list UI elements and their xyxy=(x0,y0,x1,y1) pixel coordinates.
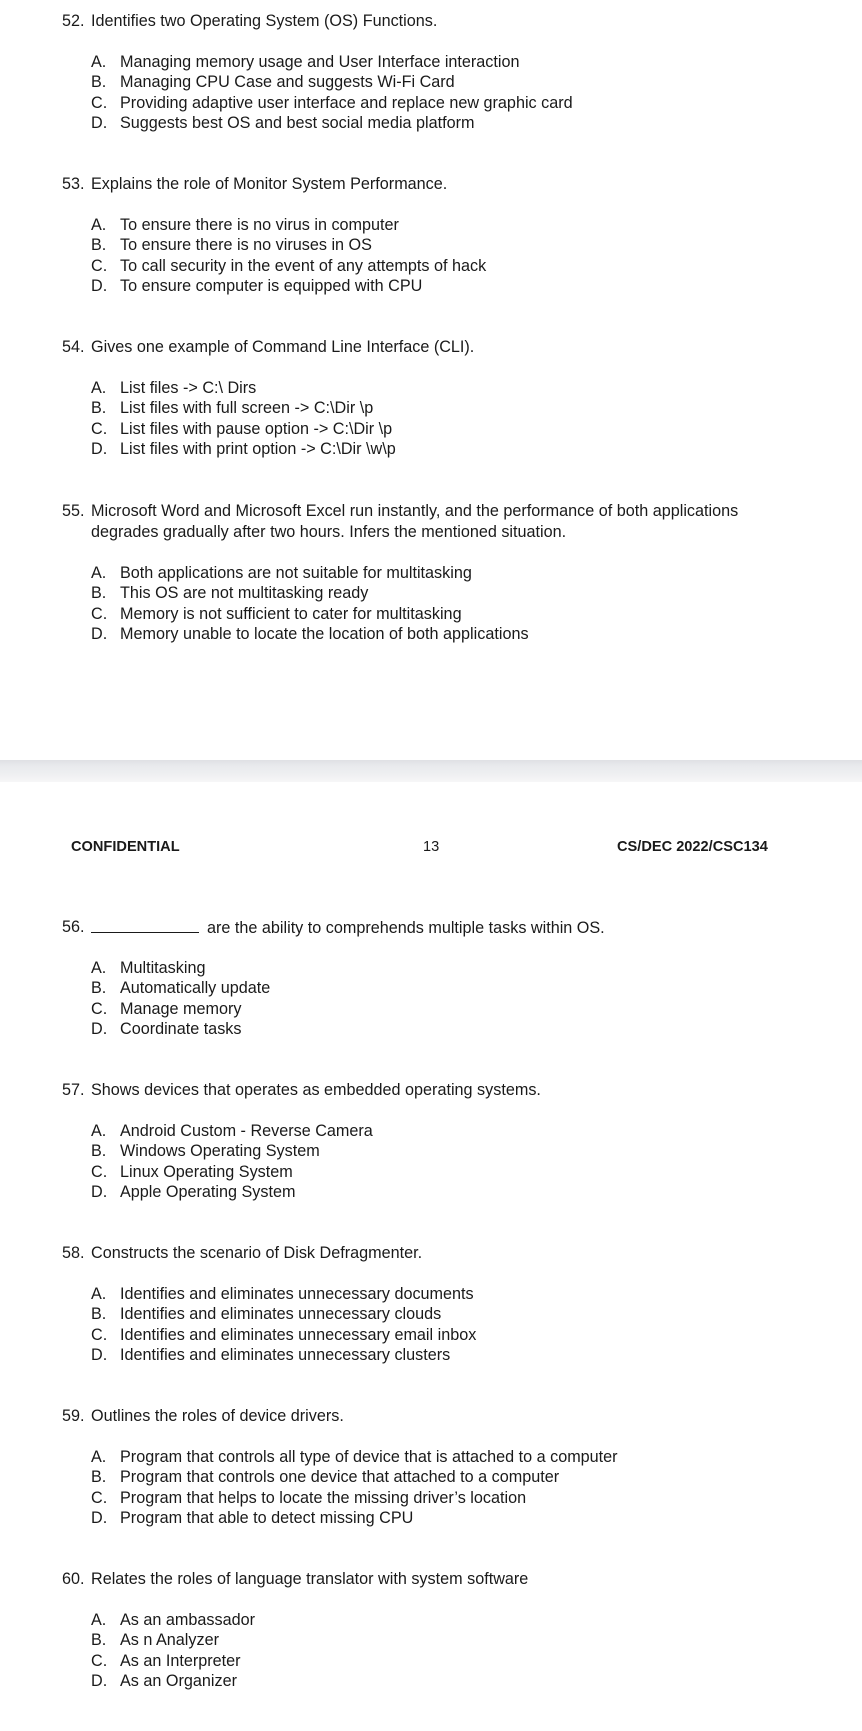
question-text: Shows devices that operates as embedded operating systems. xyxy=(91,1081,541,1099)
option-a: A. Multitasking xyxy=(91,959,206,977)
option-c: C. Providing adaptive user interface and replace new graphic card xyxy=(91,93,573,112)
option-list xyxy=(91,563,529,645)
option-a: A. As an ambassador xyxy=(91,1611,255,1629)
question-number: 59. xyxy=(62,1407,85,1425)
option-b: B. This OS are not multitasking ready xyxy=(91,584,369,603)
option-d: D. Identifies and eliminates unnecessary clusters xyxy=(91,1346,451,1365)
question-text: Relates the roles of language translator with system software xyxy=(91,1570,529,1588)
option-d: D. List files with print option -> C:\Dir \w\p xyxy=(91,440,396,459)
option-c: C. As an Interpreter xyxy=(91,1651,241,1670)
option-c: C. List files with pause option -> C:\Dir \p xyxy=(91,419,393,438)
question-number: 60. xyxy=(62,1570,85,1588)
question-text: Outlines the roles of device drivers. xyxy=(91,1407,344,1425)
option-list xyxy=(91,1121,373,1203)
question-text: Constructs the scenario of Disk Defragmenter. xyxy=(91,1244,423,1262)
option-list xyxy=(91,958,270,1040)
question-number: 53. xyxy=(62,175,85,193)
question-52 xyxy=(62,11,842,133)
option-d: D. Suggests best OS and best social media platform xyxy=(91,114,475,133)
question-59 xyxy=(62,1406,842,1528)
question-58 xyxy=(62,1243,842,1365)
option-a: A. List files -> C:\ Dirs xyxy=(91,379,257,397)
page-divider xyxy=(0,760,862,782)
option-b: B. Automatically update xyxy=(91,979,271,998)
option-b: B. Identifies and eliminates unnecessary clouds xyxy=(91,1305,442,1324)
option-a: A. Android Custom - Reverse Camera xyxy=(91,1122,373,1140)
answer-blank xyxy=(91,917,199,933)
question-number: 56. xyxy=(62,918,85,936)
option-c: C. Program that helps to locate the missing driver’s location xyxy=(91,1488,527,1507)
exam-code: CS/DEC 2022/CSC134 xyxy=(617,839,768,855)
confidential-label: CONFIDENTIAL xyxy=(71,839,180,855)
question-text: Identifies two Operating System (OS) Functions. xyxy=(91,12,438,30)
option-b: B. Managing CPU Case and suggests Wi-Fi Card xyxy=(91,73,455,92)
question-53 xyxy=(62,174,842,296)
question-56 xyxy=(62,917,842,1039)
question-text: are the ability to comprehends multiple tasks within OS. xyxy=(207,919,605,937)
option-a: A. Identifies and eliminates unnecessary documents xyxy=(91,1285,474,1303)
option-list xyxy=(91,1447,618,1529)
option-list xyxy=(91,1610,255,1692)
question-text-line-2: degrades gradually after two hours. Infers the mentioned situation. xyxy=(91,522,567,541)
option-b: B. Program that controls one device that attached to a computer xyxy=(91,1468,560,1487)
option-list xyxy=(91,1284,476,1366)
option-c: C. Memory is not sufficient to cater for multitasking xyxy=(91,604,462,623)
option-a: A. Managing memory usage and User Interface interaction xyxy=(91,53,520,71)
option-c: C. Identifies and eliminates unnecessary email inbox xyxy=(91,1325,477,1344)
question-57 xyxy=(62,1080,842,1202)
question-text: Explains the role of Monitor System Performance. xyxy=(91,175,448,193)
option-list xyxy=(91,52,573,134)
question-number: 55. xyxy=(62,502,85,520)
question-number: 54. xyxy=(62,338,85,356)
question-text: Microsoft Word and Microsoft Excel run instantly, and the performance of both applications xyxy=(91,502,739,520)
option-c: C. Linux Operating System xyxy=(91,1162,293,1181)
option-b: B. To ensure there is no viruses in OS xyxy=(91,236,372,255)
option-c: C. To call security in the event of any attempts of hack xyxy=(91,256,487,275)
option-b: B. Windows Operating System xyxy=(91,1142,320,1161)
option-c: C. Manage memory xyxy=(91,999,242,1018)
option-d: D. Program that able to detect missing CPU xyxy=(91,1509,414,1528)
option-list xyxy=(91,378,396,460)
option-a: A. To ensure there is no virus in computer xyxy=(91,216,399,234)
question-number: 52. xyxy=(62,12,85,30)
option-d: D. Apple Operating System xyxy=(91,1183,296,1202)
question-number: 58. xyxy=(62,1244,85,1262)
option-b: B. List files with full screen -> C:\Dir \p xyxy=(91,399,374,418)
question-54 xyxy=(62,337,842,459)
option-d: D. Coordinate tasks xyxy=(91,1020,242,1039)
question-number: 57. xyxy=(62,1081,85,1099)
option-d: D. To ensure computer is equipped with CPU xyxy=(91,277,423,296)
option-d: D. Memory unable to locate the location of both applications xyxy=(91,625,529,644)
question-60 xyxy=(62,1569,842,1691)
option-d: D. As an Organizer xyxy=(91,1672,237,1691)
question-55 xyxy=(62,501,842,644)
option-a: A. Program that controls all type of device that is attached to a computer xyxy=(91,1448,618,1466)
option-list xyxy=(91,215,486,297)
option-a: A. Both applications are not suitable for multitasking xyxy=(91,564,472,582)
option-b: B. As n Analyzer xyxy=(91,1631,219,1650)
page-number: 13 xyxy=(423,839,440,855)
question-text: Gives one example of Command Line Interface (CLI). xyxy=(91,338,475,356)
